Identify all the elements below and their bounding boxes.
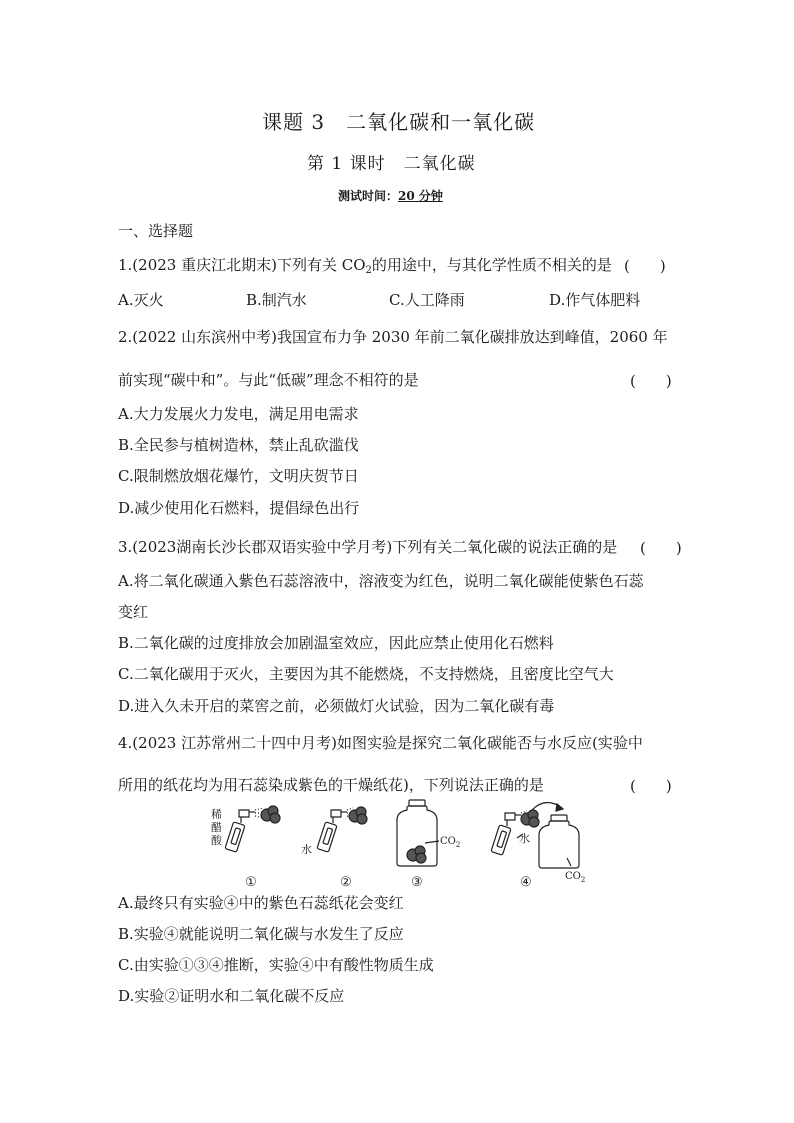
q3-option-a-line2[interactable]: 变红 [118, 603, 149, 621]
question-4-stem-line1: 4.(2023 江苏常州二十四中月考)如图实验是探究二氧化碳能否与水反应(实验中 [118, 734, 643, 752]
water-label-2: 水 [301, 843, 312, 856]
number-2: ② [340, 875, 352, 890]
answer-paren-3[interactable]: ( ) [640, 539, 682, 557]
q1-option-d[interactable]: D.作气体肥料 [549, 291, 641, 309]
spray-bottle-1-icon [225, 808, 263, 852]
q2-option-a[interactable]: A.大力发展火力发电，满足用电需求 [118, 405, 359, 423]
co2-label-3: $CO_2$ [440, 836, 461, 849]
question-2-stem-line1: 2.(2022 山东滨州中考)我国宣布力争 2030 年前二氧化碳排放达到峰值，2060 年 [118, 328, 668, 346]
q4-option-b[interactable]: B.实验④就能说明二氧化碳与水发生了反应 [118, 925, 404, 943]
paper-flower-3-icon [407, 846, 426, 863]
number-4: ④ [520, 875, 532, 890]
water-label-4: 水 [519, 832, 530, 845]
question-1-stem-text-2: 的用途中，与其化学性质不相关的是 [371, 256, 612, 274]
q3-option-d[interactable]: D.进入久未开启的菜窖之前，必须做灯火试验，因为二氧化碳有毒 [118, 697, 555, 715]
q1-option-a[interactable]: A.灭火 [118, 291, 164, 309]
question-3-stem: 3.(2023湖南长沙长郡双语实验中学月考)下列有关二氧化碳的说法正确的是 [118, 538, 618, 556]
page-title: 课题 3 二氧化碳和一氧化碳 [262, 110, 536, 134]
experiment-figure [205, 798, 595, 890]
paper-flower-1-icon [261, 806, 280, 823]
paper-flower-4-icon [521, 810, 539, 827]
answer-paren-1[interactable]: ( ) [624, 257, 666, 275]
question-4-stem-line2: 所用的纸花均为用石蕊染成紫色的干燥纸花)，下列说法正确的是 [118, 776, 544, 794]
answer-paren-4[interactable]: ( ) [630, 777, 672, 795]
q1-option-c[interactable]: C.人工降雨 [389, 291, 465, 309]
q3-option-c[interactable]: C.二氧化碳用于灭火，主要因为其不能燃烧，不支持燃烧，且密度比空气大 [118, 665, 614, 683]
question-1-stem-text: 1.(2023 重庆江北期末)下列有关 CO [118, 256, 366, 274]
q3-option-b[interactable]: B.二氧化碳的过度排放会加剧温室效应，因此应禁止使用化石燃料 [118, 634, 554, 652]
page-subtitle: 第 1 课时 二氧化碳 [307, 154, 476, 174]
test-time [338, 187, 443, 204]
q4-option-d[interactable]: D.实验②证明水和二氧化碳不反应 [118, 987, 345, 1005]
q3-option-a-line1[interactable]: A.将二氧化碳通入紫色石蕊溶液中，溶液变为红色，说明二氧化碳能使紫色石蕊 [118, 572, 644, 590]
q1-option-b[interactable]: B.制汽水 [246, 291, 307, 309]
co2-label-4: $CO_2$ [565, 871, 586, 884]
q4-option-a[interactable]: A.最终只有实验④中的紫色石蕊纸花会变红 [118, 894, 404, 912]
number-1: ① [245, 875, 257, 890]
spray-bottle-2-icon [317, 808, 353, 852]
acid-label-1: 稀 [211, 808, 222, 821]
question-2-stem-line2: 前实现“碳中和”。与此“低碳”理念不相符的是 [118, 371, 419, 389]
test-time-value: 20 分钟 [398, 189, 443, 203]
test-time-label: 测试时间： [338, 189, 399, 203]
q2-option-b[interactable]: B.全民参与植树造林，禁止乱砍滥伐 [118, 436, 359, 454]
question-1-subscript: 2 [365, 265, 372, 276]
curved-arrow-icon [532, 802, 563, 811]
q4-option-c[interactable]: C.由实验①③④推断，实验④中有酸性物质生成 [118, 956, 434, 974]
q2-option-d[interactable]: D.减少使用化石燃料，提倡绿色出行 [118, 499, 360, 517]
question-1-stem [118, 255, 612, 275]
q2-option-c[interactable]: C.限制燃放烟花爆竹，文明庆贺节日 [118, 467, 359, 485]
section-heading: 一、选择题 [118, 222, 194, 240]
gas-jar-4-icon [539, 815, 579, 868]
paper-flower-2-icon [349, 807, 367, 824]
acid-label-3: 酸 [211, 834, 222, 847]
acid-label-2: 醋 [211, 821, 222, 834]
number-3: ③ [411, 875, 423, 890]
answer-paren-2[interactable]: ( ) [630, 372, 672, 390]
